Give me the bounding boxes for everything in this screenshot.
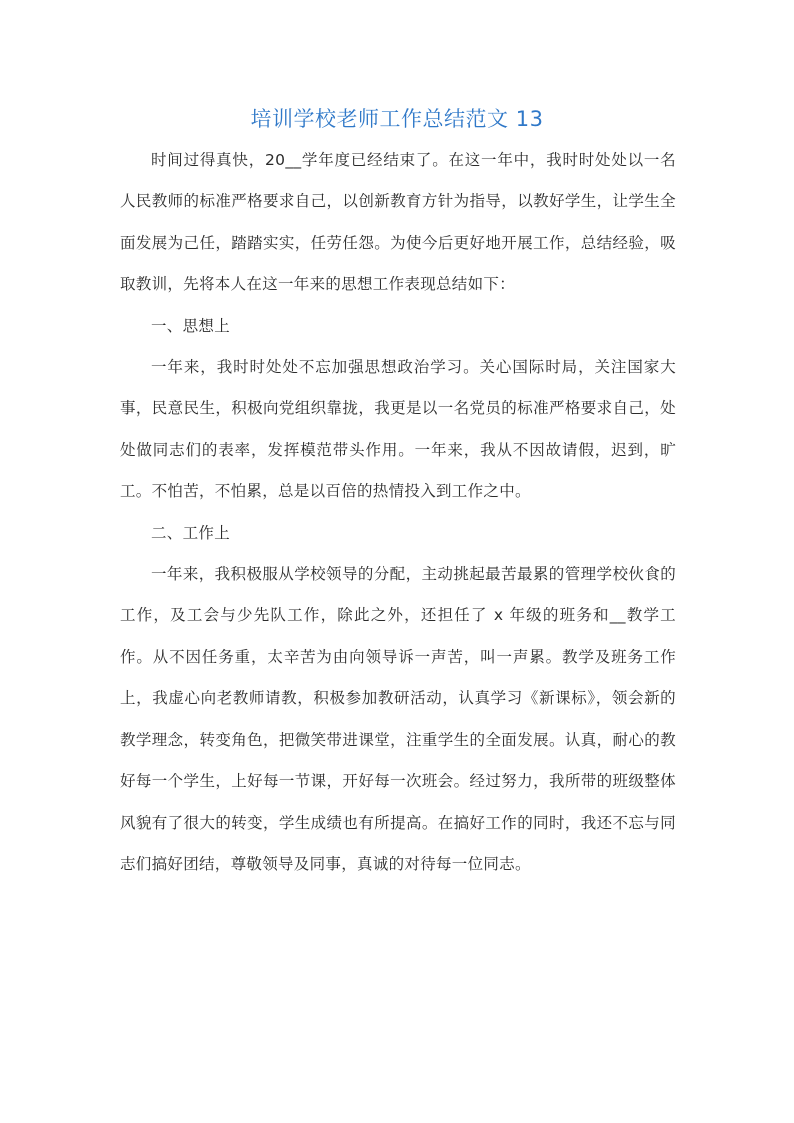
- document-body: [120, 140, 676, 885]
- section-heading-work: 二、工作上: [151, 523, 231, 542]
- thought-paragraph: 一年来，我时时处处不忘加强思想政治学习。关心国际时局，关注国家大事，民意民生，积极向党组织靠拢，我更是以一名党员的标准严格要求自己，处处做同志们的表率，发挥模范带头作用。一年来，我从不因故请假，迟到，旷工。不怕苦，不怕累，总是以百倍的热情投入到工作之中。: [120, 358, 676, 501]
- section-heading-thought: 一、思想上: [151, 316, 231, 335]
- intro-paragraph: 时间过得真快，20__学年度已经结束了。在这一年中，我时时处处以一名人民教师的标准严格要求自己，以创新教育方针为指导，以教好学生，让学生全面发展为己任，踏踏实实，任劳任怨。为使今后更好地开展工作，总结经验，吸取教训，先将本人在这一年来的思想工作表现总结如下：: [120, 151, 676, 294]
- document-title: 培训学校老师工作总结范文 13: [250, 107, 544, 131]
- work-paragraph: 一年来，我积极服从学校领导的分配，主动挑起最苦最累的管理学校伙食的工作，及工会与少先队工作，除此之外，还担任了 x 年级的班务和__教学工作。从不因任务重，太辛苦为由向领导诉一声苦，叫一声累。教学及班务工作上，我虚心向老教师请教，积极参加教研活动，认真学习《新课标》，领会新的教学理念，转变角色，把微笑带进课堂，注重学生的全面发展。认真，耐心的教好每一个学生，上好每一节课，开好每一次班会。经过努力，我所带的班级整体风貌有了很大的转变，学生成绩也有所提高。在搞好工作的同时，我还不忘与同志们搞好团结，尊敬领导及同事，真诚的对待每一位同志。: [120, 565, 676, 873]
